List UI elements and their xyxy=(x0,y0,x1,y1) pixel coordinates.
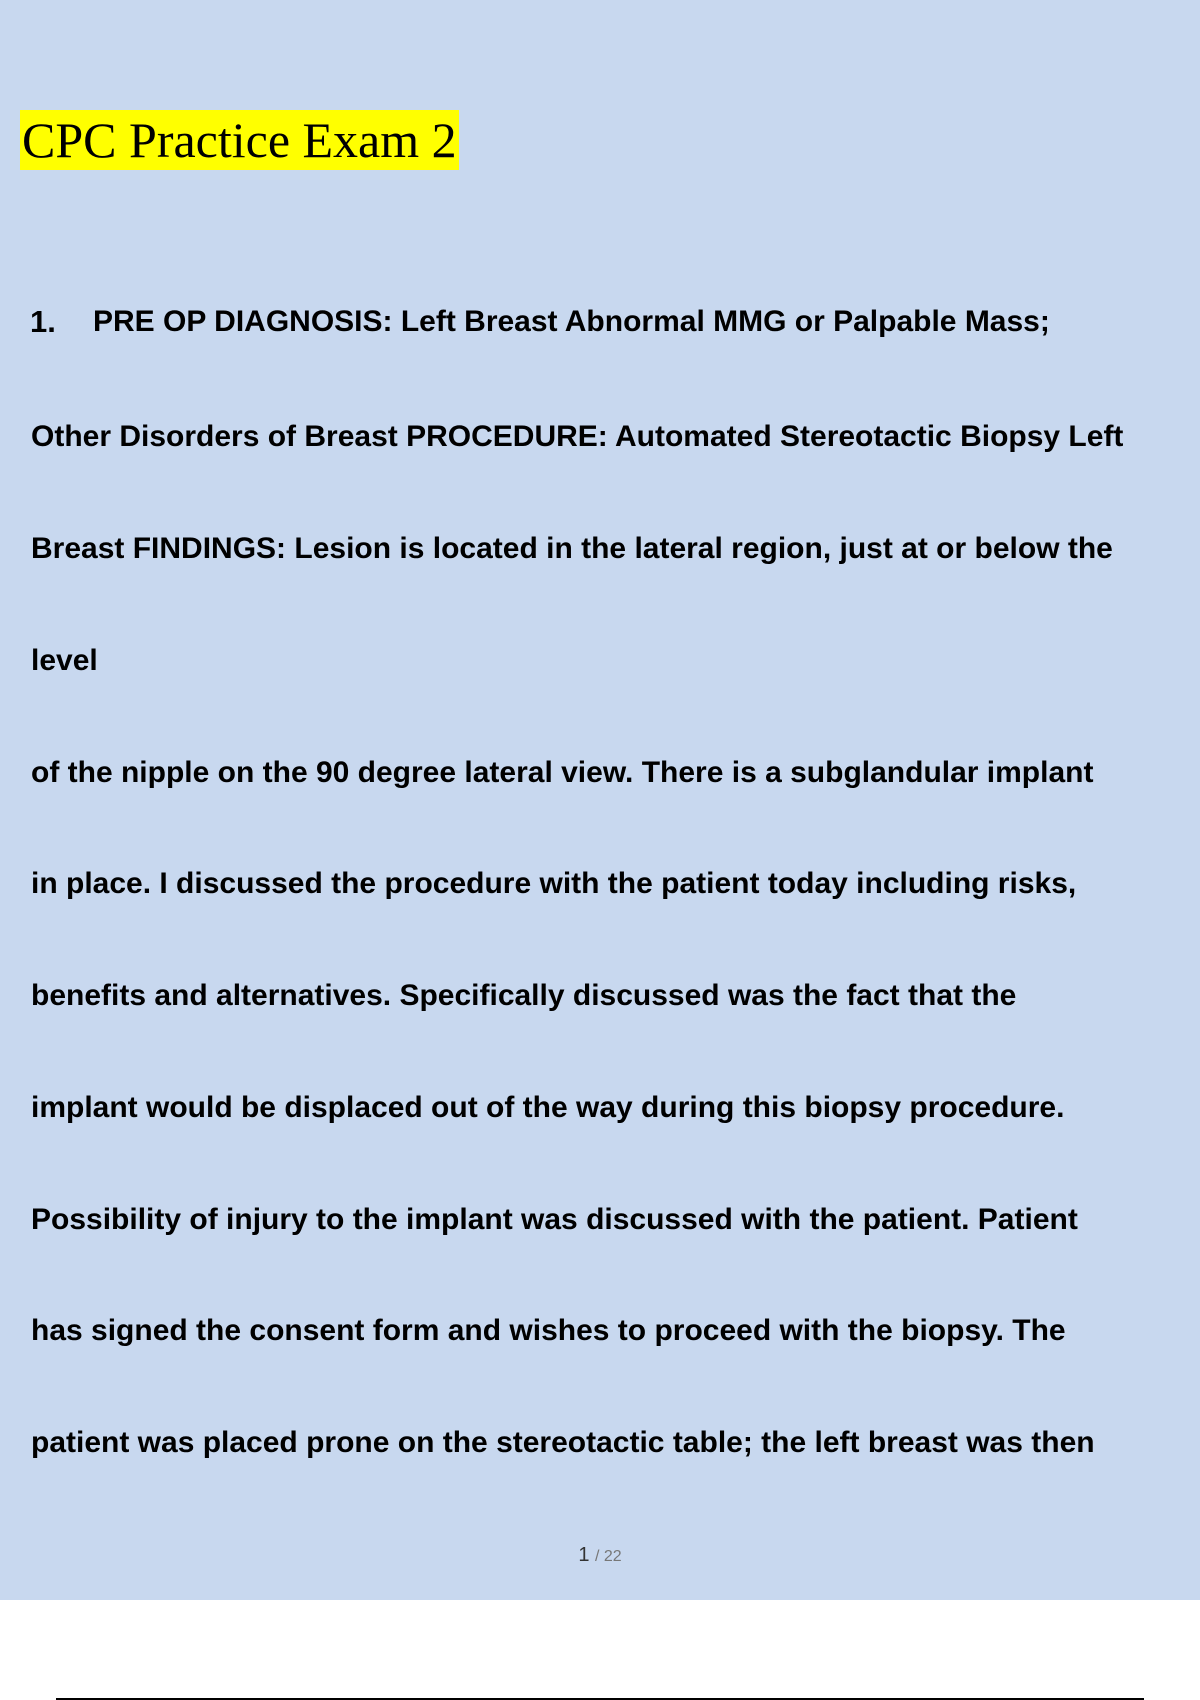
page-total: / 22 xyxy=(595,1548,622,1565)
question-text-line: patient was placed prone on the stereotactic table; the left breast was then xyxy=(31,1426,1095,1459)
question-text-line: level xyxy=(31,644,98,677)
question-text-line: implant would be displaced out of the way during this biopsy procedure. xyxy=(31,1091,1065,1124)
question-text-line: PRE OP DIAGNOSIS: Left Breast Abnormal MMG or Palpable Mass; xyxy=(93,305,1050,338)
question-number: 1. xyxy=(30,304,56,339)
question-text-line: Breast FINDINGS: Lesion is located in the lateral region, just at or below the xyxy=(31,532,1113,565)
page-current: 1 xyxy=(578,1544,590,1566)
document-title: CPC Practice Exam 2 xyxy=(22,112,457,168)
question-text-line: Possibility of injury to the implant was discussed with the patient. Patient xyxy=(31,1203,1078,1236)
question-text-line: benefits and alternatives. Specifically discussed was the fact that the xyxy=(31,979,1017,1012)
question-text-line: in place. I discussed the procedure with the patient today including risks, xyxy=(31,867,1077,900)
page-indicator xyxy=(0,1543,1200,1569)
question-text-line: has signed the consent form and wishes to proceed with the biopsy. The xyxy=(31,1314,1066,1347)
question-text-line: of the nipple on the 90 degree lateral view. There is a subglandular implant xyxy=(31,756,1094,789)
question-text-line: Other Disorders of Breast PROCEDURE: Automated Stereotactic Biopsy Left xyxy=(31,420,1124,453)
